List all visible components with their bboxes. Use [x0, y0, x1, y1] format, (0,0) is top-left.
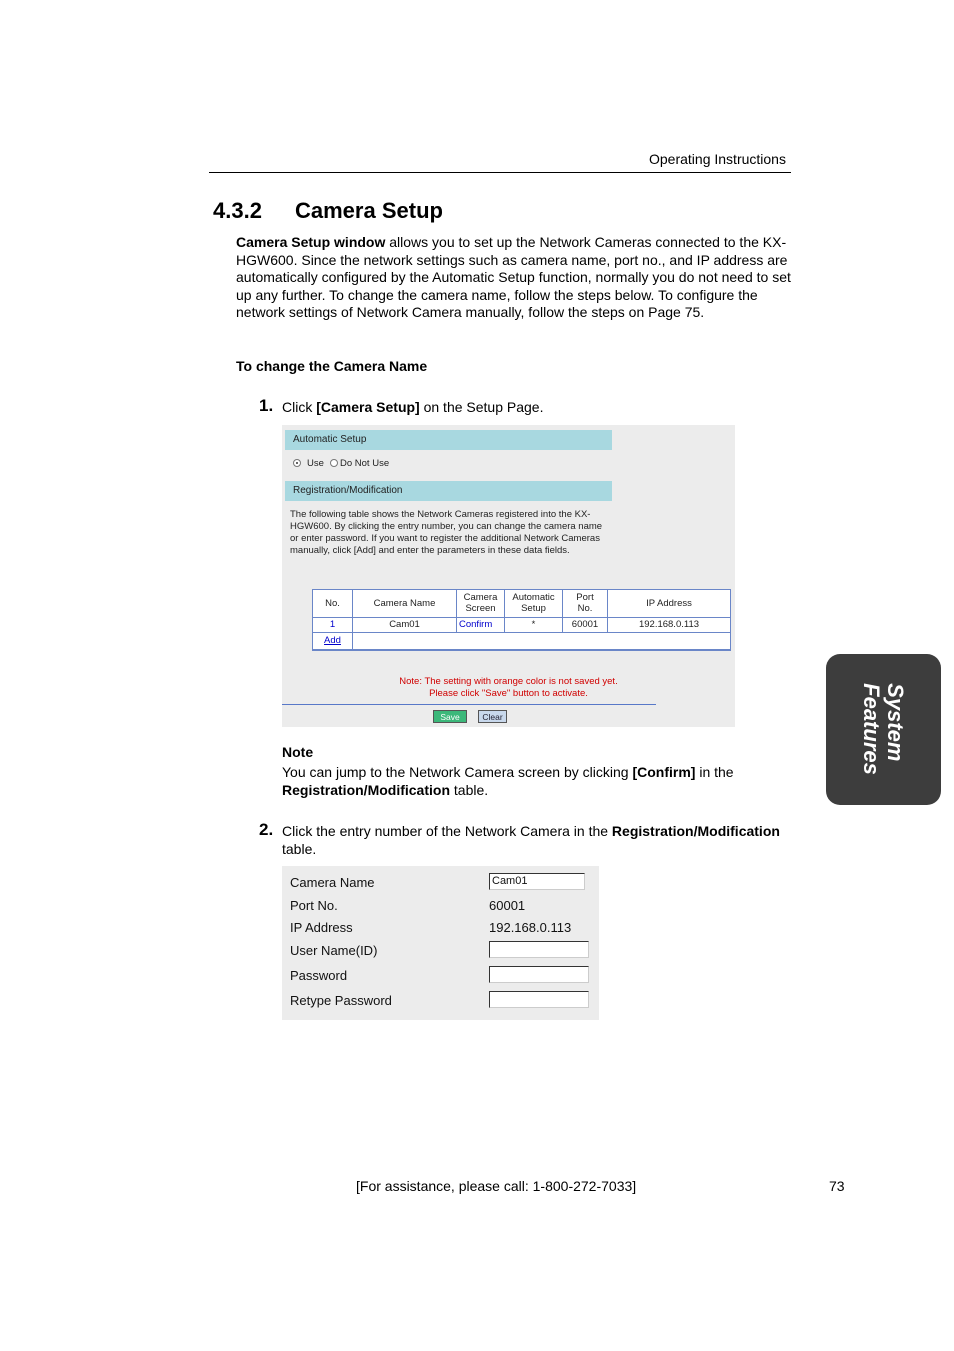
- registration-table: [312, 589, 731, 651]
- camera-name-input[interactable]: Cam01: [489, 873, 585, 890]
- section-title: Camera Setup: [295, 198, 443, 223]
- form-divider: [282, 704, 656, 705]
- col-header-camera-name: Camera Name: [353, 590, 457, 618]
- unsaved-note-line1: Note: The setting with orange color is not saved yet.: [399, 676, 618, 687]
- section-number: 4.3.2: [213, 198, 262, 223]
- header-rule: [209, 172, 791, 173]
- intro-paragraph: [236, 234, 792, 322]
- ip-label: IP Address: [290, 920, 353, 935]
- note-text: You can jump to the Network Camera screen by clicking [Confirm] in the Registration/Modification table.: [282, 764, 734, 798]
- confirm-link[interactable]: Confirm: [457, 618, 505, 633]
- row-port: 60001: [563, 618, 608, 633]
- page-number: 73: [829, 1178, 845, 1194]
- col-header-automatic-setup: Automatic Setup: [505, 590, 563, 618]
- row-no-link[interactable]: 1: [313, 618, 353, 633]
- registration-bar: [285, 481, 612, 501]
- registration-title: Registration/Modification: [293, 485, 403, 496]
- chapter-tab: [826, 654, 941, 805]
- step2-number: 2.: [259, 820, 274, 839]
- unsaved-note-line2: Please click "Save" button to activate.: [429, 688, 588, 699]
- port-label: Port No.: [290, 898, 338, 913]
- automatic-setup-bar: [285, 430, 612, 450]
- user-name-label: User Name(ID): [290, 943, 378, 958]
- step2-bold: Registration/Modification: [611, 823, 780, 839]
- radio-not-use[interactable]: [330, 459, 338, 467]
- subheading: To change the Camera Name: [236, 358, 428, 374]
- radio-use[interactable]: [293, 459, 301, 467]
- automatic-setup-title: Automatic Setup: [293, 434, 367, 445]
- add-row-empty: [353, 633, 730, 650]
- camera-edit-screenshot: [282, 866, 599, 1020]
- intro-bold-lead: Camera Setup window: [236, 234, 386, 250]
- registration-description: The following table shows the Network Cameras registered into the KX-HGW600. By clicking the entry number, you can change the camera name or enter password. If you want to register the additional Network Cameras manually, click [Add] and enter the parameters in these data fields.: [290, 509, 603, 556]
- retype-password-input[interactable]: [489, 991, 589, 1008]
- password-input[interactable]: [489, 966, 589, 983]
- row-automatic-setup: *: [505, 618, 563, 633]
- port-value: 60001: [489, 898, 526, 913]
- step2-text: Click the entry number of the Network Camera in the Registration/Modification table.: [282, 823, 780, 857]
- note-bold-registration: Registration/Modification: [282, 781, 450, 798]
- note-heading: Note: [282, 744, 314, 760]
- user-name-input[interactable]: [489, 941, 589, 958]
- intro-text: allows you to set up the Network Cameras connected to the KX-HGW600. Since the network settings such as camera name, port no., and IP address are automatically configured by the Automatic Setup function, normally you do not need to set up any further. To change the camera name, follow the steps below. To configure the network settings of Network Camera manually, follow the steps on Page 75.: [236, 234, 791, 320]
- row-ip: 192.168.0.113: [608, 618, 730, 633]
- step1-text: Click [Camera Setup] on the Setup Page.: [282, 399, 544, 415]
- camera-setup-screenshot: [282, 425, 735, 727]
- radio-not-use-label: Do Not Use: [340, 458, 390, 469]
- radio-use-label: Use: [307, 458, 324, 469]
- note-bold-confirm: [Confirm]: [632, 764, 696, 780]
- save-button[interactable]: Save: [433, 710, 467, 723]
- step1-bold: [Camera Setup]: [316, 399, 420, 415]
- col-header-camera-screen: Camera Screen: [457, 590, 505, 618]
- ip-value: 192.168.0.113: [489, 920, 572, 935]
- clear-button[interactable]: Clear: [478, 710, 507, 723]
- running-header: Operating Instructions: [649, 151, 786, 167]
- password-label: Password: [290, 968, 348, 983]
- chapter-tab-label: System Features: [859, 683, 908, 775]
- step1-number: 1.: [259, 396, 274, 415]
- retype-password-label: Retype Password: [290, 993, 392, 1008]
- col-header-ip-address: IP Address: [608, 590, 730, 618]
- row-camera-name: Cam01: [353, 618, 457, 633]
- col-header-port-no: Port No.: [563, 590, 608, 618]
- col-header-no: No.: [313, 590, 353, 618]
- assistance-footer: [For assistance, please call: 1-800-272-7033]: [356, 1178, 637, 1194]
- camera-name-label: Camera Name: [290, 875, 375, 890]
- add-link[interactable]: Add: [313, 633, 353, 650]
